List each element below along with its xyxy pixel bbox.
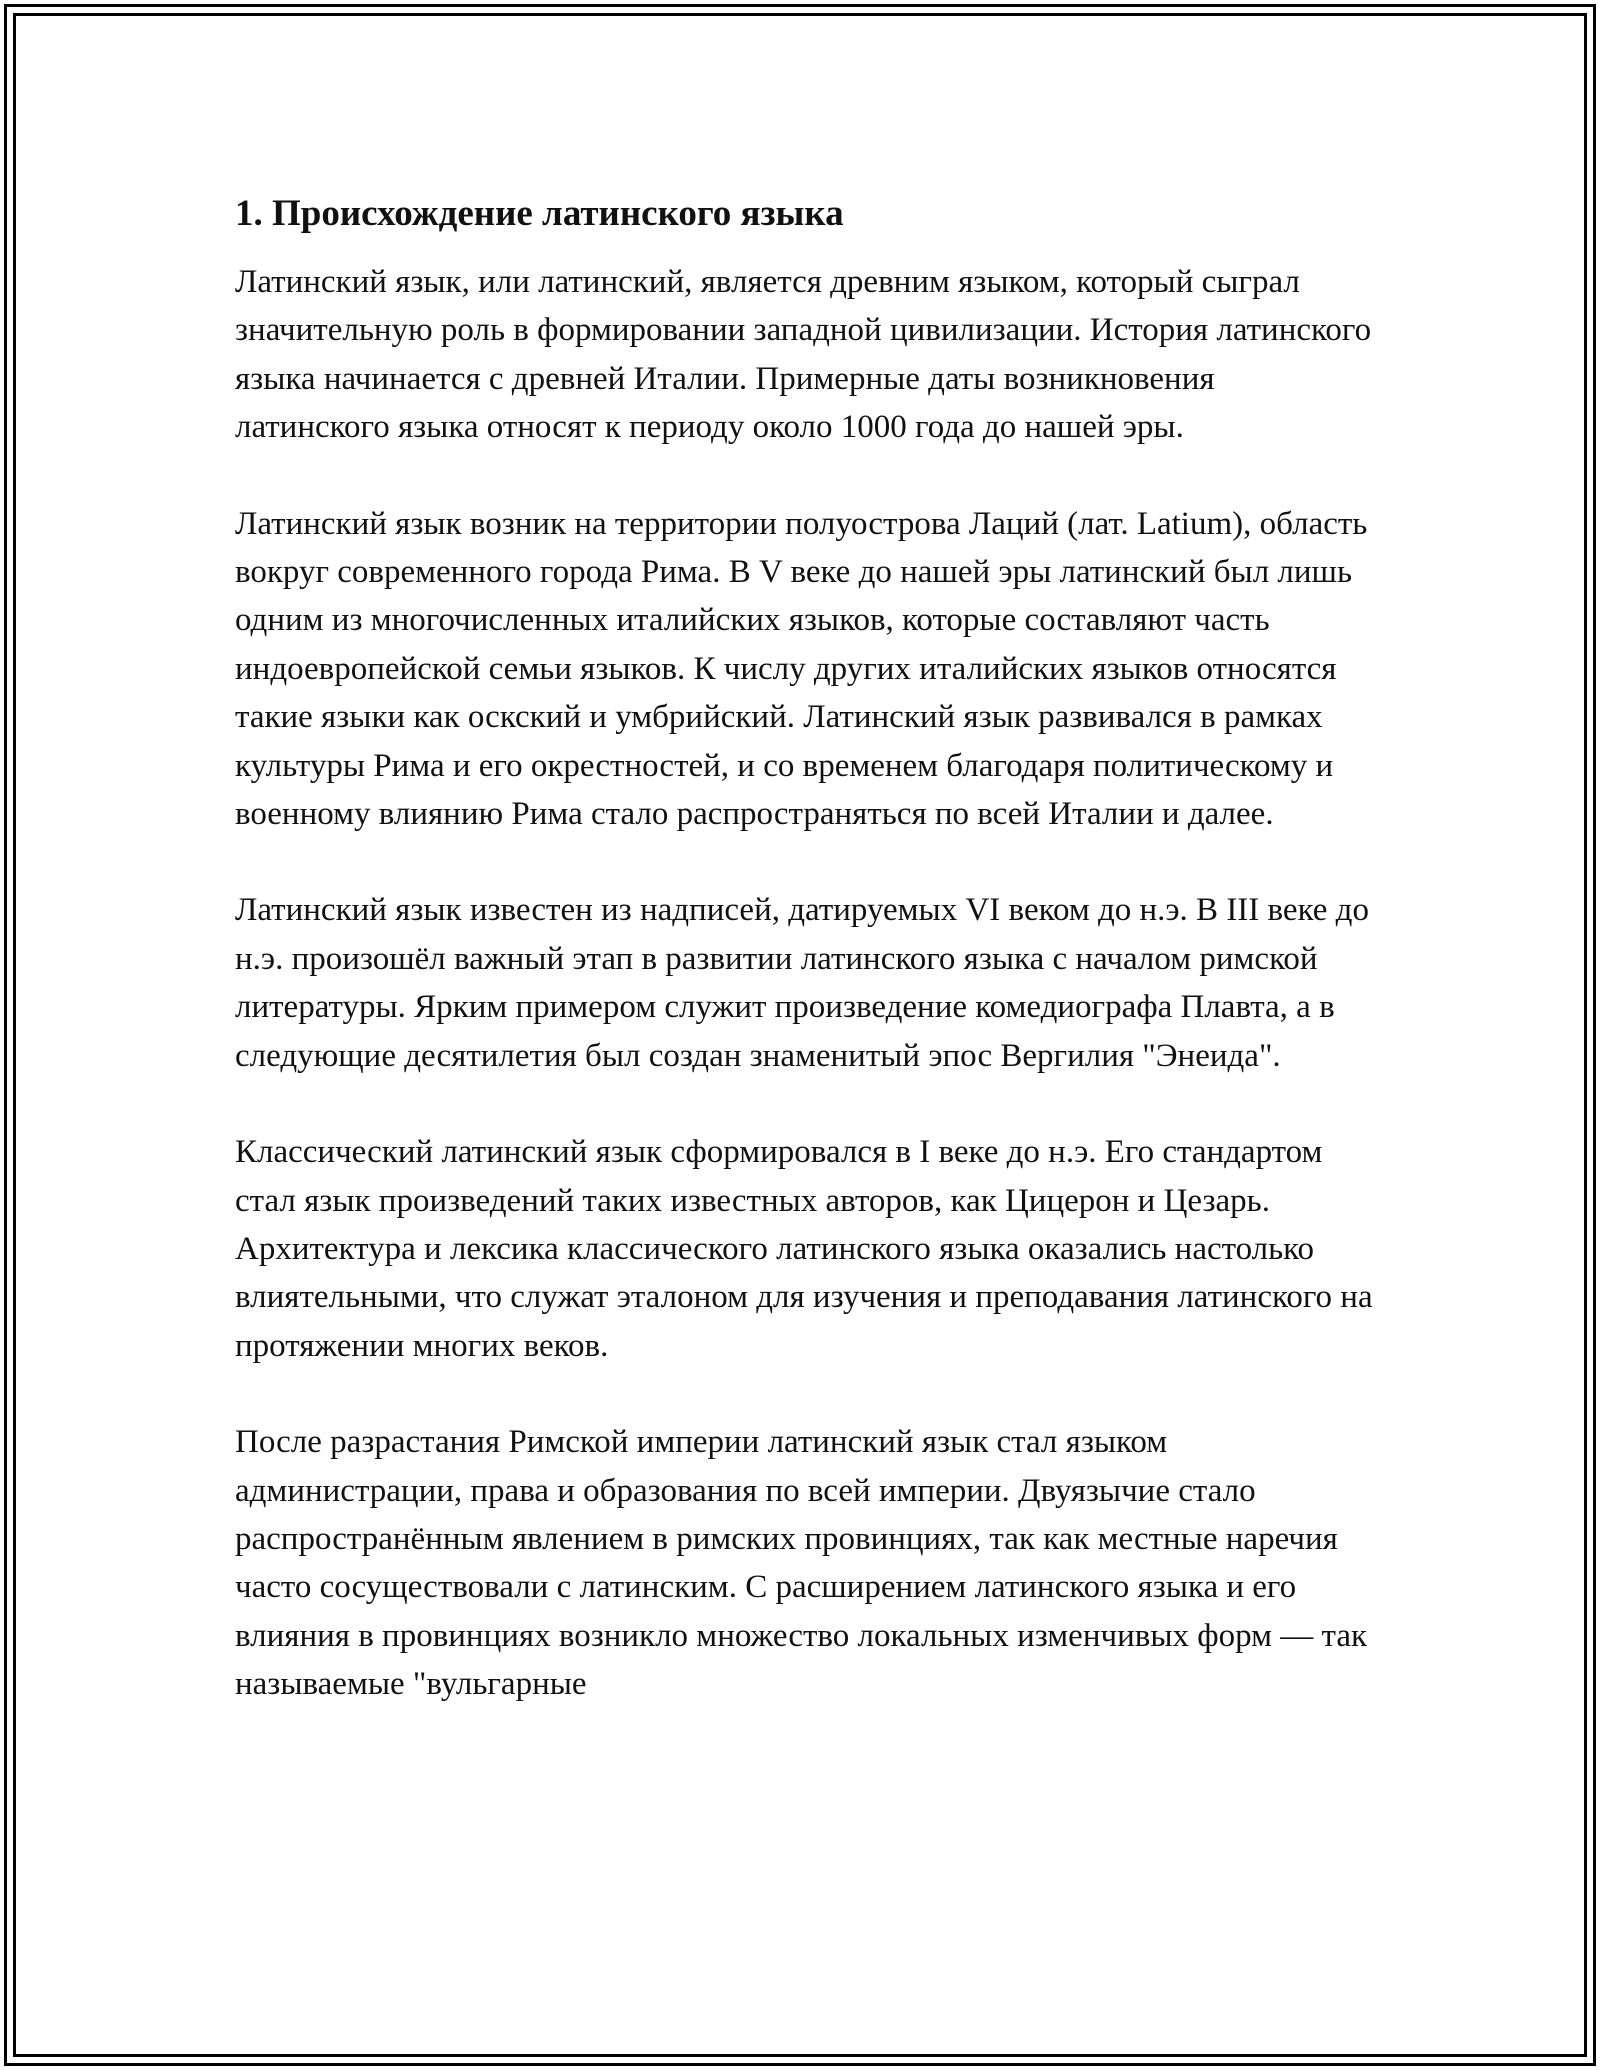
paragraph-latium: Латинский язык возник на территории полуострова Лаций (лат. Latium), область вокруг современного города Рима. В V веке до нашей эры латинский был лишь одним из многочисленных италийских языков, которые составляют часть индоевропейской семьи языков. К числу других италийских языков относятся такие языки как оскский и умбрийский. Латинский язык развивался в рамках культуры Рима и его окрестностей, и со временем благодаря политическому и военному влиянию Рима стало распространяться по всей Италии и далее. xyxy=(235,505,1368,833)
paragraph-roman-empire: После разрастания Римской империи латинский язык стал языком администрации, права и образования по всей империи. Двуязычие стало распространённым явлением в римских провинциях, так как местные наречия часто сосуществовали с латинским. С расширением латинского языка и его влияния в провинциях возникло множество локальных изменчивых форм — так называемые "вульгарные xyxy=(235,1424,1368,1703)
section-title: 1. Происхождение латинского языка xyxy=(235,193,844,234)
paragraph-origin: Латинский язык, или латинский, является древним языком, который сыграл значительную роль в формировании западной цивилизации. История латинского языка начинается с древней Италии. Примерные даты возникновения латинского языка относят к периоду около 1000 года до нашей эры. xyxy=(235,264,1372,446)
paragraph-classical-latin: Классический латинский язык сформировался в I веке до н.э. Его стандартом стал язык произведений таких известных авторов, как Цицерон и Цезарь. Архитектура и лексика классического латинского языка оказались настолько влиятельными, что служат эталоном для изучения и преподавания латинского на протяжении многих веков. xyxy=(235,1134,1373,1364)
paragraph-inscriptions: Латинский язык известен из надписей, датируемых VI веком до н.э. В III веке до н.э. произошёл важный этап в развитии латинского языка с началом римской литературы. Ярким примером служит произведение комедиографа Плавта, а в следующие десятилетия был создан знаменитый эпос Вергилия "Энеида". xyxy=(235,892,1369,1074)
document-body xyxy=(235,188,1375,1757)
